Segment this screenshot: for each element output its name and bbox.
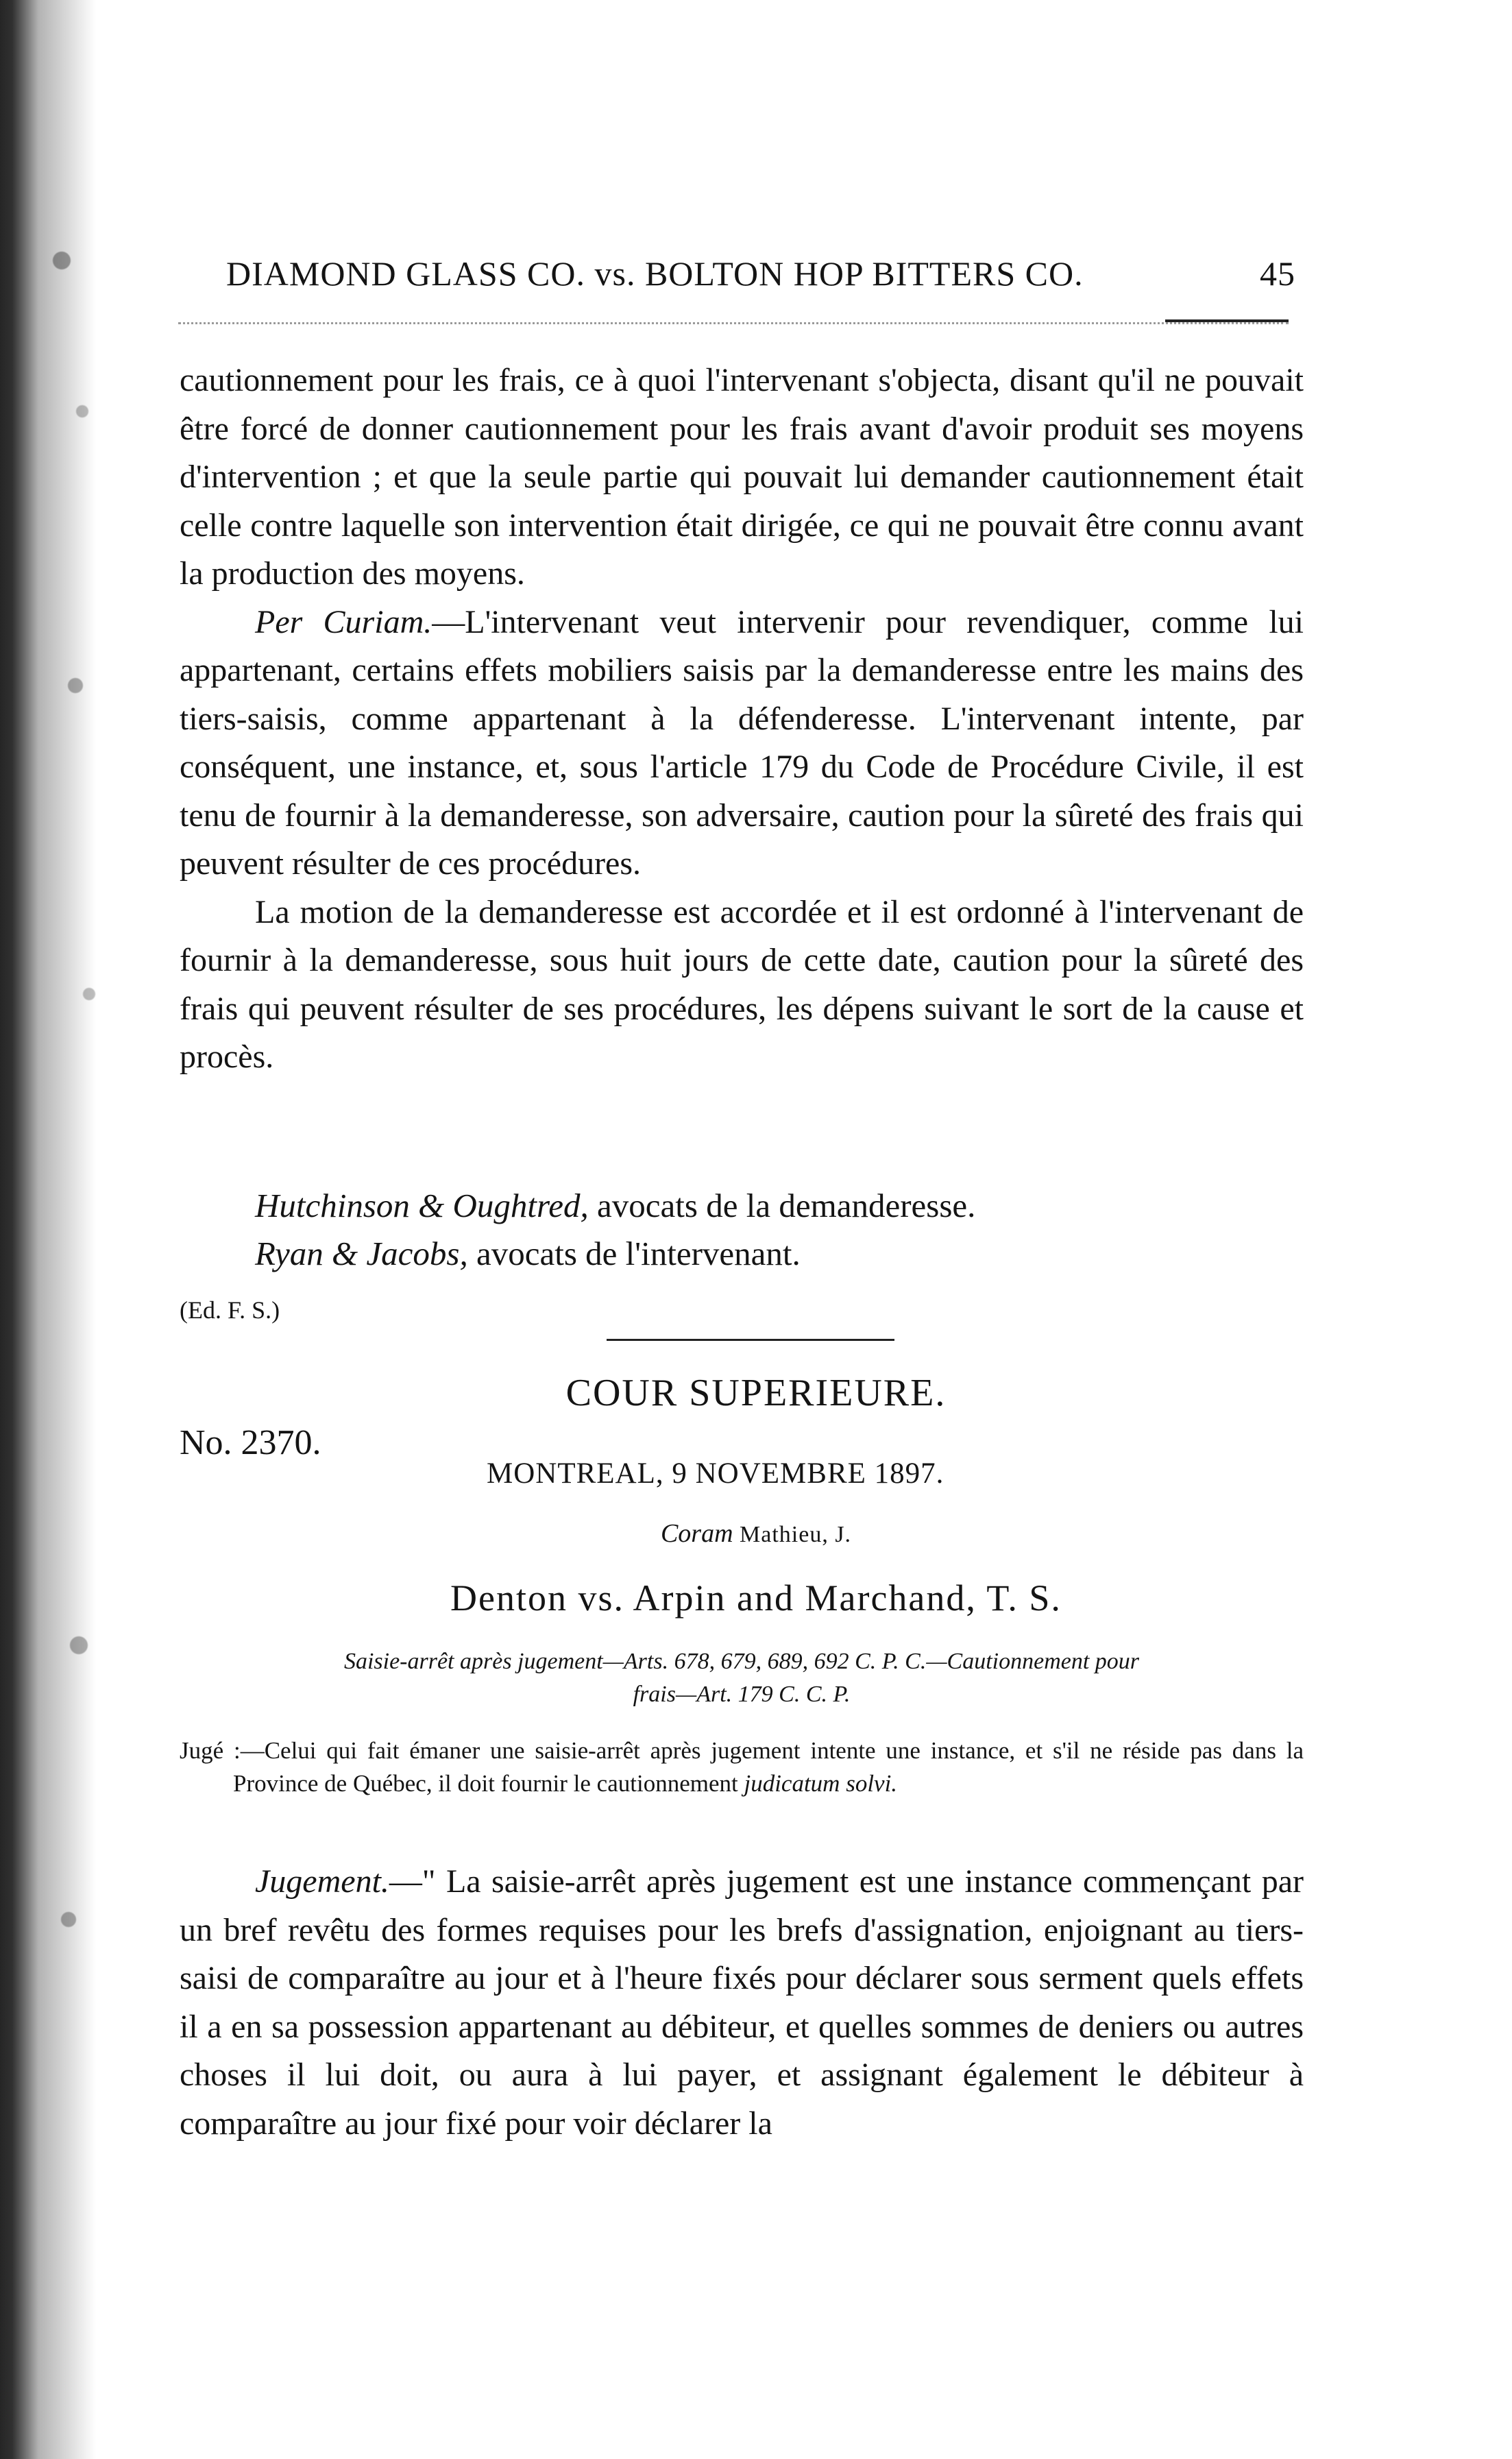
motion-paragraph: La motion de la demanderesse est accordée et il est ordonné à l'intervenant de fournir à la demanderesse, sous huit jours de cette date, caution pour la sûreté des frais qui peuvent résulter de ses procédures, les dépens suivant le sort de la cause et procès.	[180, 893, 1304, 1075]
judge-name: Mathieu, J.	[740, 1522, 852, 1547]
headnote-line-2: frais—Art. 179 C. C. P.	[633, 1682, 851, 1707]
editor-initials: (Ed. F. S.)	[180, 1296, 280, 1324]
counsel-line-intervenant	[255, 1234, 801, 1273]
counsel-name: Ryan & Jacobs,	[255, 1235, 468, 1272]
per-curiam-paragraph	[180, 598, 1304, 888]
court-title: COUR SUPERIEURE.	[565, 1372, 947, 1414]
running-header	[226, 254, 1295, 293]
juge-label: Jugé :	[180, 1737, 241, 1764]
continuation-paragraph: cautionnement pour les frais, ce à quoi l'intervenant s'objecta, disant qu'il ne pouvait être forcé de donner cautionnement pour les frais avant d'avoir produit ses moyens d'intervention ; et que la seule partie qui pouvait lui demander cautionnement était celle contre laquelle son intervention était dirigée, ce qui ne pouvait être connu avant la production des moyens.	[180, 362, 1304, 592]
headnote	[180, 1645, 1304, 1711]
page-number: 45	[1260, 254, 1295, 293]
headnote-line-1: Saisie-arrêt après jugement—Arts. 678, 679, 689, 692 C. P. C.—Cautionnement pour	[343, 1649, 1140, 1674]
counsel-line-plaintiff	[255, 1186, 975, 1225]
case-number: No. 2370.	[180, 1423, 321, 1462]
main-text-lower	[180, 1858, 1304, 2148]
counsel-role: avocats de la demanderesse.	[588, 1187, 976, 1224]
main-text-upper	[180, 356, 1304, 1082]
scan-speckles	[0, 0, 151, 2459]
jugement-paragraph	[180, 1858, 1304, 2148]
jugement-lead: Jugement.	[255, 1863, 389, 1900]
running-title: DIAMOND GLASS CO. vs. BOLTON HOP BITTERS CO.	[226, 254, 1084, 293]
header-rule	[1165, 319, 1289, 322]
juge-text: —Celui qui fait émaner une saisie-arrêt après jugement intente une instance, et s'il ne réside pas dans la Province de Québec, il doit fournir le cautionnement	[233, 1737, 1304, 1797]
juge-summary	[180, 1734, 1304, 1800]
per-curiam-text: —L'intervenant veut intervenir pour revendiquer, comme lui appartenant, certains effets mobiliers saisis par la demanderesse entre les mains des tiers-saisis, comme appartenant à la défenderesse. L'intervenant intente, par conséquent, une instance, et, sous l'article 179 du Code de Procédure Civile, il est tenu de fournir à la demanderesse, son adversaire, caution pour la sûreté des frais qui peuvent résulter de ces procédures.	[180, 603, 1304, 882]
coram-line	[0, 1518, 1512, 1549]
juge-latin: judicatum solvi.	[744, 1770, 898, 1797]
per-curiam-lead: Per Curiam.	[255, 603, 432, 640]
section-divider	[607, 1339, 894, 1341]
counsel-name: Hutchinson & Oughtred,	[255, 1187, 589, 1224]
header-dotted-rule	[178, 322, 1289, 324]
juge-paragraph	[180, 1734, 1304, 1800]
coram-word: Coram	[660, 1519, 733, 1548]
court-date: MONTREAL, 9 NOVEMBRE 1897.	[487, 1457, 944, 1490]
counsel-role: avocats de l'intervenant.	[467, 1235, 801, 1272]
jugement-text: —" La saisie-arrêt après jugement est une instance commençant par un bref revêtu des formes requises pour les brefs d'assignation, enjoignant au tiers-saisi de comparaître au jour et à l'heure fixés pour déclarer sous serment quels effets il a en sa possession appartenant au débiteur, et quelles sommes de deniers ou autres choses il lui doit, ou aura à lui payer, et assignant également le débiteur à comparaître au jour fixé pour voir déclarer la	[180, 1863, 1304, 2142]
case-parties: Denton vs. Arpin and Marchand, T. S.	[450, 1577, 1062, 1619]
